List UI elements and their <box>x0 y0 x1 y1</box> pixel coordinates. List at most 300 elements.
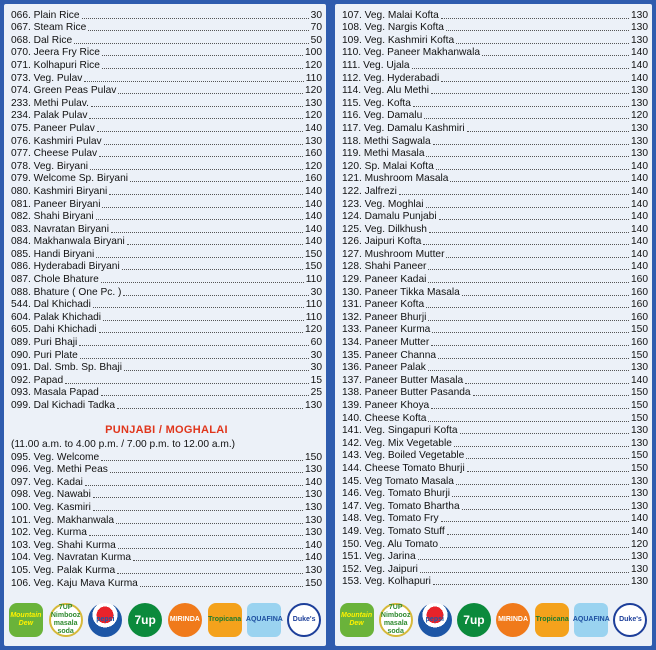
menu-item <box>11 539 322 552</box>
tropicana-logo: Tropicana <box>535 603 569 637</box>
menu-item <box>342 248 648 261</box>
menu-item-price: 130 <box>631 122 648 134</box>
menu-item-price: 130 <box>631 22 648 34</box>
menu-item <box>342 576 648 589</box>
menu-item <box>11 349 322 362</box>
menu-item <box>11 148 322 161</box>
menu-item-price: 130 <box>305 527 322 539</box>
menu-item-price: 120 <box>305 110 322 122</box>
menu-item-price: 130 <box>631 488 648 500</box>
menu-item <box>342 500 648 513</box>
menu-item <box>11 464 322 477</box>
menu-item-label: 150. Veg. Alu Tomato <box>342 538 439 550</box>
menu-item-price: 110 <box>305 299 322 311</box>
menu-item-label: 084. Makhanwala Biryani <box>11 236 125 248</box>
beverage-logos-right <box>335 600 652 640</box>
mountain-dew-logo: Mountain Dew <box>340 603 374 637</box>
menu-item-price: 130 <box>305 564 322 576</box>
menu-item-label: 133. Paneer Kurma <box>342 324 431 336</box>
menu-item-price: 140 <box>305 198 322 210</box>
dot-leader <box>456 483 629 485</box>
beverage-logos-left <box>4 600 326 640</box>
dot-leader <box>101 394 309 396</box>
menu-item-price: 150 <box>631 450 648 462</box>
menu-item-price: 160 <box>631 286 648 298</box>
dot-leader <box>84 80 303 82</box>
menu-item-price: 140 <box>631 47 648 59</box>
menu-item-price: 160 <box>631 274 648 286</box>
dot-leader <box>102 54 303 56</box>
dot-leader <box>450 180 629 182</box>
menu-item-price: 110 <box>305 72 322 84</box>
menu-item <box>342 173 648 186</box>
menu-item <box>342 185 648 198</box>
menu-item-label: 234. Palak Pulav <box>11 110 88 122</box>
menu-item-label: 604. Palak Khichadi <box>11 311 102 323</box>
menu-item-label: 124. Damalu Punjabi <box>342 211 437 223</box>
dot-leader <box>431 344 629 346</box>
dot-leader <box>130 180 303 182</box>
dot-leader <box>428 268 629 270</box>
dot-leader <box>428 281 629 283</box>
menu-item-price: 30 <box>310 349 322 361</box>
dot-leader <box>462 294 629 296</box>
menu-item <box>342 261 648 274</box>
menu-item <box>11 185 322 198</box>
menu-item <box>342 299 648 312</box>
menu-item-label: 123. Veg. Moghlai <box>342 198 424 210</box>
menu-item <box>342 488 648 501</box>
aquafina-logo: AQUAFINA <box>574 603 608 637</box>
dot-leader <box>433 583 629 585</box>
dot-leader <box>116 522 303 524</box>
menu-item-price: 140 <box>305 211 322 223</box>
dot-leader <box>440 546 629 548</box>
menu-item-label: 117. Veg. Damalu Kashmiri <box>342 122 465 134</box>
dot-leader <box>438 357 629 359</box>
dot-leader <box>473 394 629 396</box>
menu-item-price: 150 <box>631 349 648 361</box>
menu-item-label: 146. Veg. Tomato Bhurji <box>342 488 450 500</box>
menu-item-label: 080. Kashmiri Biryani <box>11 185 108 197</box>
menu-item-label: 073. Veg. Pulav <box>11 72 83 84</box>
menu-item <box>11 211 322 224</box>
menu-item <box>342 148 648 161</box>
dot-leader <box>79 344 308 346</box>
menu-item-price: 160 <box>305 148 322 160</box>
section-heading: PUNJABI / MOGHALAI <box>105 424 228 436</box>
menu-item-price: 150 <box>305 261 322 273</box>
menu-item-label: 115. Veg. Kofta <box>342 97 411 109</box>
menu-item-label: 093. Masala Papad <box>11 387 99 399</box>
dot-leader <box>118 547 303 549</box>
menu-item-price: 140 <box>631 160 648 172</box>
dot-leader <box>93 306 304 308</box>
menu-item <box>11 198 322 211</box>
menu-item-label: 126. Jaipuri Kofta <box>342 236 422 248</box>
menu-item <box>342 462 648 475</box>
menu-item-label: 112. Veg. Hyderabadi <box>342 72 440 84</box>
dot-leader <box>85 484 303 486</box>
menu-item-label: 141. Veg. Singapuri Kofta <box>342 425 458 437</box>
menu-item-label: 605. Dahi Khichadi <box>11 324 97 336</box>
menu-item-price: 15 <box>310 374 322 386</box>
menu-item-label: 067. Steam Rice <box>11 22 87 34</box>
dot-leader <box>467 470 629 472</box>
menu-item <box>11 173 322 186</box>
menu-item <box>342 412 648 425</box>
menu-item <box>342 97 648 110</box>
dot-leader <box>436 168 629 170</box>
menu-item-label: 120. Sp. Malai Kofta <box>342 160 434 172</box>
dot-leader <box>104 143 303 145</box>
dot-leader <box>102 67 303 69</box>
menu-item <box>342 236 648 249</box>
menu-item-label: 140. Cheese Kofta <box>342 412 427 424</box>
dot-leader <box>124 369 309 371</box>
dot-leader <box>447 533 629 535</box>
menu-item <box>11 577 322 590</box>
dot-leader <box>82 17 309 19</box>
menu-item-label: 088. Bhature ( One Pc. ) <box>11 286 122 298</box>
menu-item <box>11 72 322 85</box>
menu-item-price: 150 <box>631 462 648 474</box>
dot-leader <box>441 520 629 522</box>
menu-item-label: 149. Veg. Tomato Stuff <box>342 525 445 537</box>
menu-item-price: 130 <box>631 576 648 588</box>
dot-leader <box>89 117 303 119</box>
menu-item-price: 150 <box>631 387 648 399</box>
menu-item-price: 120 <box>305 324 322 336</box>
menu-item <box>11 236 322 249</box>
dot-leader <box>99 331 303 333</box>
menu-item-price: 150 <box>305 577 322 589</box>
dot-leader <box>93 496 303 498</box>
dot-leader <box>428 420 629 422</box>
dot-leader <box>140 585 303 587</box>
dot-leader <box>462 508 629 510</box>
menu-item-label: 076. Kashmiri Pulav <box>11 135 102 147</box>
dot-leader <box>431 92 629 94</box>
menu-item <box>342 223 648 236</box>
menu-item <box>11 514 322 527</box>
menu-item-label: 138. Paneer Butter Pasanda <box>342 387 471 399</box>
menu-item-price: 60 <box>310 337 322 349</box>
menu-item-price: 25 <box>310 387 322 399</box>
menu-item-label: 099. Dal Kichadi Tadka <box>11 400 116 411</box>
menu-item <box>11 324 322 337</box>
menu-item-price: 140 <box>305 223 322 235</box>
pepsi-logo: pepsi <box>418 603 452 637</box>
menu-item-label: 092. Papad <box>11 374 64 386</box>
menu-item-price: 140 <box>305 122 322 134</box>
dot-leader <box>412 67 629 69</box>
menu-item-price: 70 <box>310 22 322 34</box>
dot-leader <box>456 42 629 44</box>
menu-item <box>342 551 648 564</box>
menu-item <box>342 273 648 286</box>
menu-item-price: 140 <box>305 539 322 551</box>
dot-leader <box>429 231 629 233</box>
menu-item-price: 150 <box>631 400 648 411</box>
menu-item-label: 151. Veg. Jarina <box>342 551 416 563</box>
menu-item-label: 134. Paneer Mutter <box>342 337 430 349</box>
menu-item <box>11 501 322 514</box>
pepsi-logo: pepsi <box>88 603 122 637</box>
menu-item-price: 130 <box>305 489 322 501</box>
menu-item <box>342 110 648 123</box>
dot-leader <box>122 268 303 270</box>
menu-item <box>342 324 648 337</box>
dot-leader <box>133 559 303 561</box>
menu-item-label: 129. Paneer Kadai <box>342 274 427 286</box>
dot-leader <box>420 571 629 573</box>
menu-item-label: 153. Veg. Kolhapuri <box>342 576 431 588</box>
dukes-logo: Duke's <box>287 603 321 637</box>
menu-item-price: 140 <box>305 185 322 197</box>
menu-item <box>342 9 648 22</box>
menu-item <box>11 97 322 110</box>
menu-item <box>11 451 322 464</box>
dot-leader <box>466 457 629 459</box>
menu-item-price: 140 <box>631 173 648 185</box>
menu-item <box>11 248 322 261</box>
menu-item-label: 104. Veg. Navratan Kurma <box>11 552 132 564</box>
menu-item-label: 085. Handi Biryani <box>11 248 95 260</box>
dot-leader <box>80 357 309 359</box>
menu-item-label: 102. Veg. Kurma <box>11 527 87 539</box>
mirinda-logo: MIRINDA <box>168 603 202 637</box>
menu-item <box>11 85 322 98</box>
7up-logo: 7up <box>128 603 162 637</box>
menu-item <box>11 160 322 173</box>
dot-leader <box>117 572 303 574</box>
menu-item-label: 070. Jeera Fry Rice <box>11 47 100 59</box>
dot-leader <box>482 54 629 56</box>
menu-item-label: 111. Veg. Ujala <box>342 59 410 71</box>
menu-item-price: 130 <box>631 437 648 449</box>
menu-item <box>342 450 648 463</box>
menu-item <box>342 399 648 412</box>
menu-item <box>342 22 648 35</box>
menu-item-label: 071. Kolhapuri Rice <box>11 59 100 71</box>
menu-item <box>342 525 648 538</box>
menu-item <box>342 475 648 488</box>
menu-item-label: 110. Veg. Paneer Makhanwala <box>342 47 481 59</box>
dot-leader <box>428 369 629 371</box>
dot-leader <box>97 130 303 132</box>
dot-leader <box>118 92 303 94</box>
menu-item-label: 109. Veg. Kashmiri Kofta <box>342 34 455 46</box>
menu-item <box>11 336 322 349</box>
menu-item-price: 140 <box>305 236 322 248</box>
menu-item-label: 105. Veg. Palak Kurma <box>11 564 116 576</box>
menu-item-label: 127. Mushroom Mutter <box>342 248 445 260</box>
menu-item-label: 125. Veg. Dilkhush <box>342 223 427 235</box>
dot-leader <box>65 382 309 384</box>
dot-leader <box>102 206 303 208</box>
dot-leader <box>467 130 629 132</box>
dot-leader <box>93 509 303 511</box>
dot-leader <box>446 256 629 258</box>
menu-item <box>342 387 648 400</box>
dot-leader <box>117 407 303 409</box>
menu-item <box>11 476 322 489</box>
nimbooz-logo: 7UP Nimbooz masala soda <box>49 603 83 637</box>
menu-item-label: 544. Dal Khichadi <box>11 299 91 311</box>
menu-item-price: 130 <box>305 400 322 411</box>
menu-item-price: 120 <box>305 59 322 71</box>
menu-item-price: 110 <box>305 274 322 286</box>
menu-item-price: 130 <box>631 362 648 374</box>
menu-item-price: 150 <box>305 451 322 463</box>
aquafina-logo: AQUAFINA <box>247 603 281 637</box>
menu-item-label: 101. Veg. Makhanwala <box>11 514 115 526</box>
dot-leader <box>111 231 303 233</box>
menu-item <box>11 399 322 412</box>
menu-item-label: 119. Methi Masala <box>342 148 425 160</box>
menu-item-label: 107. Veg. Malai Kofta <box>342 9 439 21</box>
menu-item-label: 148. Veg. Tomato Fry <box>342 513 439 525</box>
menu-item-price: 160 <box>631 337 648 349</box>
menu-item <box>342 160 648 173</box>
menu-item-label: 081. Paneer Biryani <box>11 198 101 210</box>
dot-leader <box>103 319 304 321</box>
mountain-dew-logo: Mountain Dew <box>9 603 43 637</box>
nimbooz-logo: 7UP Nimbooz masala soda <box>379 603 413 637</box>
menu-item-price: 130 <box>631 9 648 21</box>
menu-item <box>11 552 322 565</box>
menu-item-label: 077. Cheese Pulav <box>11 148 98 160</box>
menu-item-label: 139. Paneer Khoya <box>342 400 430 411</box>
menu-item-price: 130 <box>631 135 648 147</box>
dot-leader <box>90 168 303 170</box>
menu-item-label: 116. Veg. Damalu <box>342 110 423 122</box>
menu-item <box>342 85 648 98</box>
menu-item-price: 140 <box>631 236 648 248</box>
menu-item-label: 121. Mushroom Masala <box>342 173 449 185</box>
dot-leader <box>109 193 303 195</box>
menu-item-label: 098. Veg. Nawabi <box>11 489 91 501</box>
menu-item <box>11 489 322 502</box>
menu-item-price: 30 <box>310 362 322 374</box>
menu-item <box>11 22 322 35</box>
menu-item-label: 152. Veg. Jaipuri <box>342 563 418 575</box>
menu-item-price: 140 <box>631 374 648 386</box>
menu-item-price: 140 <box>631 198 648 210</box>
menu-item-label: 233. Methi Pulav. <box>11 97 89 109</box>
menu-item <box>11 47 322 60</box>
menu-item-price: 130 <box>305 514 322 526</box>
menu-item <box>342 286 648 299</box>
menu-item-price: 140 <box>631 223 648 235</box>
menu-item-price: 30 <box>310 286 322 298</box>
menu-item-label: 122. Jalfrezi <box>342 185 397 197</box>
dot-leader <box>99 155 303 157</box>
menu-item <box>342 34 648 47</box>
menu-item-label: 083. Navratan Biryani <box>11 223 109 235</box>
menu-item-price: 140 <box>631 513 648 525</box>
right-column <box>335 4 652 646</box>
menu-item <box>11 122 322 135</box>
dot-leader <box>96 256 303 258</box>
menu-item-price: 160 <box>305 173 322 185</box>
menu-item <box>342 135 648 148</box>
menu-item <box>342 437 648 450</box>
dot-leader <box>91 105 303 107</box>
menu-item-label: 136. Paneer Palak <box>342 362 426 374</box>
menu-item-price: 30 <box>310 9 322 21</box>
punjabi-list <box>11 451 322 590</box>
menu-item-price: 130 <box>631 148 648 160</box>
menu-item-label: 095. Veg. Welcome <box>11 451 100 463</box>
dot-leader <box>454 445 629 447</box>
menu-item-price: 140 <box>631 72 648 84</box>
menu-item-label: 142. Veg. Mix Vegetable <box>342 437 452 449</box>
menu-item-price: 140 <box>631 248 648 260</box>
menu-item <box>342 72 648 85</box>
menu-item <box>11 261 322 274</box>
menu-item-price: 120 <box>305 85 322 97</box>
mirinda-logo: MIRINDA <box>496 603 530 637</box>
menu-item-label: 087. Chole Bhature <box>11 274 99 286</box>
dot-leader <box>431 407 629 409</box>
menu-item-price: 130 <box>631 500 648 512</box>
menu-item-label: 118. Methi Sagwala <box>342 135 431 147</box>
menu-item-label: 131. Paneer Kofta <box>342 299 425 311</box>
menu-item-price: 120 <box>631 110 648 122</box>
menu-item <box>11 387 322 400</box>
menu-item-label: 086. Hyderabadi Biryani <box>11 261 120 273</box>
menu-item-label: 097. Veg. Kadai <box>11 476 83 488</box>
menu-item-label: 078. Veg. Biryani <box>11 160 89 172</box>
menu-item <box>11 34 322 47</box>
menu-item-label: 144. Cheese Tomato Bhurji <box>342 462 465 474</box>
dot-leader <box>88 29 308 31</box>
menu-item-price: 160 <box>631 311 648 323</box>
menu-item <box>11 527 322 540</box>
menu-item-label: 096. Veg. Methi Peas <box>11 464 108 476</box>
menu-item-price: 130 <box>631 475 648 487</box>
menu-item-price: 100 <box>305 47 322 59</box>
dot-leader <box>74 42 309 44</box>
menu-item-price: 50 <box>310 34 322 46</box>
dot-leader <box>460 432 629 434</box>
menu-item-price: 140 <box>631 525 648 537</box>
menu-item-price: 130 <box>305 135 322 147</box>
menu-item <box>11 9 322 22</box>
menu-item-price: 140 <box>631 211 648 223</box>
dot-leader <box>423 243 629 245</box>
menu-item-label: 090. Puri Plate <box>11 349 78 361</box>
menu-item <box>342 513 648 526</box>
dot-leader <box>101 281 304 283</box>
kofta-paneer-list <box>342 9 648 588</box>
menu-item <box>342 47 648 60</box>
menu-item-label: 114. Veg. Alu Methi <box>342 85 430 97</box>
dot-leader <box>441 80 629 82</box>
dot-leader <box>123 294 308 296</box>
dot-leader <box>418 558 629 560</box>
menu-item <box>342 349 648 362</box>
menu-item-label: 106. Veg. Kaju Mava Kurma <box>11 577 138 589</box>
menu-item-price: 130 <box>305 501 322 513</box>
menu-item-price: 130 <box>631 85 648 97</box>
menu-item-label: 130. Paneer Tikka Masala <box>342 286 460 298</box>
menu-item <box>342 374 648 387</box>
menu-item-label: 108. Veg. Nargis Kofta <box>342 22 444 34</box>
menu-item-price: 140 <box>631 185 648 197</box>
